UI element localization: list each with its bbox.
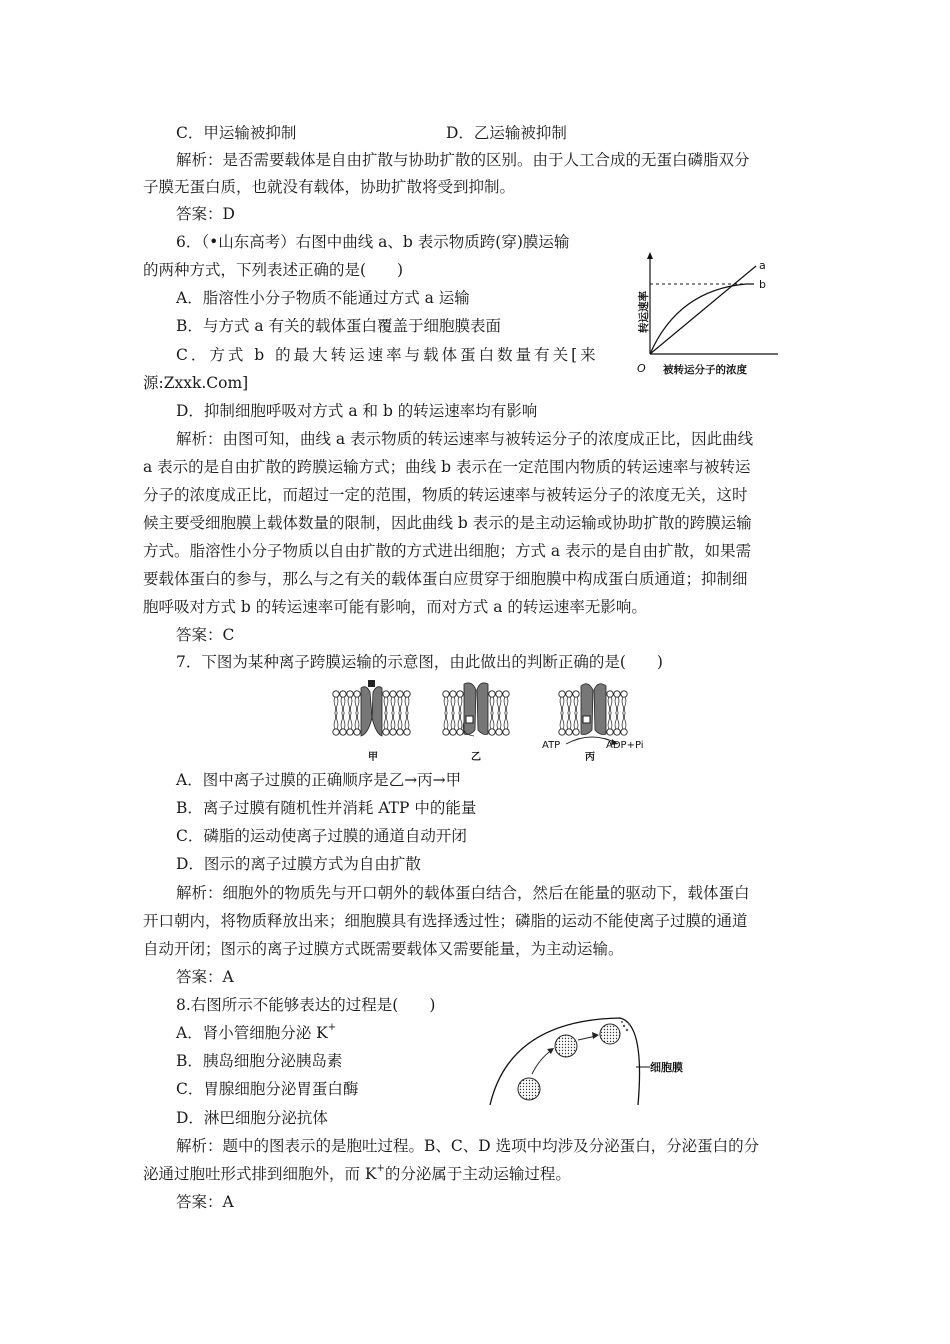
q7-analysis-line: 开口朝内，将物质释放出来；细胞膜具有选择透过性；磷脂的运动不能使离子过膜的通道: [143, 912, 748, 930]
q6-answer: 答案：C: [176, 626, 235, 644]
membrane-panel-yi: [443, 683, 509, 736]
q6-analysis-line: 解析：由图可知，曲线 a 表示物质的转运速率与被转运分子的浓度成正比，因此曲线: [176, 430, 754, 448]
q7-option-d: D．图示的离子过膜方式为自由扩散: [176, 855, 421, 873]
panel-label-jia: 甲: [368, 752, 378, 763]
q8-analysis-line: 解析：题中的图表示的是胞吐过程。B、C、D 选项中均涉及分泌蛋白，分泌蛋白的分: [176, 1137, 760, 1155]
membrane-panel-bing: [559, 684, 627, 745]
q7-analysis-line: 解析：细胞外的物质先与开口朝外的载体蛋白结合，然后在能量的驱动下，载体蛋白: [176, 884, 750, 902]
q7-option-a: A．图中离子过膜的正确顺序是乙→丙→甲: [176, 771, 462, 789]
vesicle-fusing: [600, 1024, 620, 1044]
q8-answer: 答案：A: [176, 1193, 234, 1211]
q6-analysis-line: 分子的浓度成正比，而超过一定的范围，物质的转运速率与被转运分子的浓度无关，这时: [143, 486, 748, 504]
q5-option-d: D．乙运输被抑制: [446, 124, 567, 142]
q8-option-d: D．淋巴细胞分泌抗体: [176, 1109, 328, 1127]
q6-analysis-line: 胞呼吸对方式 b 的转运速率可能有影响，而对方式 a 的转运速率无影响。: [143, 598, 647, 616]
y-axis-label: 转运速率: [638, 291, 650, 333]
q6-option-b: B．与方式 a 有关的载体蛋白覆盖于细胞膜表面: [176, 317, 501, 335]
membrane-panel-jia: [333, 680, 410, 736]
q6-stem-line: 的两种方式，下列表述正确的是( ): [143, 261, 404, 279]
q8-option-c: C．胃腺细胞分泌胃蛋白酶: [176, 1080, 359, 1098]
q6-option-c: C．方式 b 的最大转运速率与载体蛋白数量有关[来: [176, 346, 599, 364]
q8-exocytosis-diagram: [480, 1010, 695, 1110]
q7-answer: 答案：A: [176, 968, 234, 986]
vesicle-1: [518, 1078, 540, 1100]
q5-analysis-line: 解析：是否需要载体是自由扩散与协助扩散的区别。由于人工合成的无蛋白磷脂双分: [176, 151, 750, 169]
curve-b-line: [650, 284, 754, 354]
q5-option-c: C．甲运输被抑制: [176, 124, 297, 142]
q8-option-a: A．肾小管细胞分泌 K+: [176, 1022, 337, 1042]
curve-a-line: [650, 266, 756, 354]
vesicle-2: [555, 1035, 577, 1057]
q7-stem: 7．下图为某种离子跨膜运输的示意图，由此做出的判断正确的是( ): [176, 653, 663, 671]
arrow-1: [532, 1050, 552, 1074]
q6-analysis-line: 要载体蛋白的参与，那么与之有关的载体蛋白应贯穿于细胞膜中构成蛋白质通道；抑制细: [143, 570, 748, 588]
curve-a-label: a: [759, 259, 766, 272]
y-axis-arrow: [647, 252, 653, 259]
q6-option-a: A．脂溶性小分子物质不能通过方式 a 运输: [176, 289, 470, 307]
q6-transport-rate-graph: [628, 250, 788, 380]
q7-option-b: B．离子过膜有随机性并消耗 ATP 中的能量: [176, 799, 477, 817]
q6-analysis-line: 候主要受细胞膜上载体数量的限制，因此曲线 b 表示的是主动运输或协助扩散的跨膜运输: [143, 514, 752, 532]
q8-analysis-line: 泌通过胞吐形式排到细胞外，而 K+的分泌属于主动运输过程。: [143, 1163, 571, 1183]
q8-stem: 8.右图所示不能够表达的过程是( ): [176, 996, 436, 1014]
q5-analysis-line: 子膜无蛋白质，也就没有载体，协助扩散将受到抑制。: [143, 178, 516, 196]
q7-option-c: C．磷脂的运动使离子过膜的通道自动开闭: [176, 827, 467, 845]
q8-option-b: B．胰岛细胞分泌胰岛素: [176, 1052, 343, 1070]
atp-label: ATP: [542, 740, 561, 751]
adp-label: ADP+Pi: [606, 740, 644, 751]
panel-label-yi: 乙: [471, 752, 481, 763]
x-axis-label: 被转运分子的浓度: [663, 364, 747, 376]
q6-stem-line: 6．（•山东高考）右图中曲线 a、b 表示物质跨(穿)膜运输: [176, 233, 570, 251]
curve-b-label: b: [759, 278, 766, 291]
q7-ion-transport-diagram: [330, 678, 650, 766]
q5-answer: 答案：D: [176, 205, 235, 223]
q6-option-d: D．抑制细胞呼吸对方式 a 和 b 的转运速率均有影响: [176, 402, 538, 420]
origin-label: O: [637, 362, 646, 375]
panel-label-bing: 丙: [585, 752, 595, 763]
q7-analysis-line: 自动开闭；图示的离子过膜方式既需要载体又需要能量，为主动运输。: [143, 940, 624, 958]
q6-analysis-line: a 表示的是自由扩散的跨膜运输方式；曲线 b 表示在一定范围内物质的转运速率与被转运: [143, 458, 751, 476]
q6-analysis-line: 方式。脂溶性小分子物质以自由扩散的方式进出细胞；方式 a 表示的是自由扩散，如果需: [143, 542, 752, 560]
q6-option-c-cont: 源:Zxxk.Com]: [143, 374, 249, 392]
membrane-label: 细胞膜: [650, 1061, 683, 1074]
